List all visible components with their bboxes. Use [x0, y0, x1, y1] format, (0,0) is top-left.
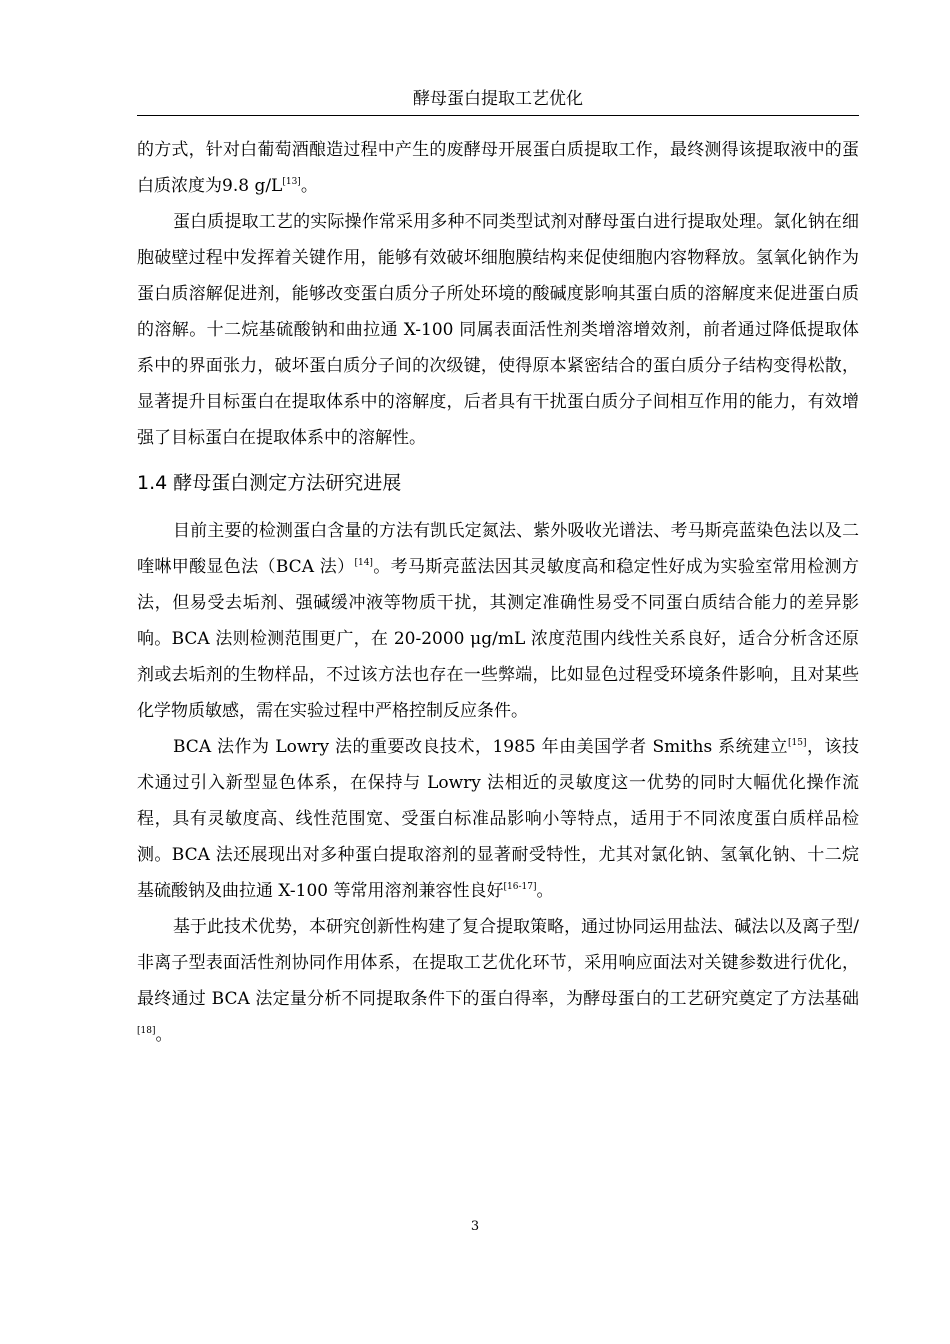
paragraph-4-text: BCA 法作为 Lowry 法的重要改良技术，1985 年由美国学者 Smiths 系统建立: [173, 737, 789, 757]
paragraph-5: [137, 909, 859, 1053]
citation-14: [14]: [354, 558, 373, 568]
citation-15: [15]: [788, 738, 807, 748]
paragraph-5-text: 基于此技术优势，本研究创新性构建了复合提取策略，通过协同运用盐法、碱法以及离子型/非离子型表面活性剂协同作用体系，在提取工艺优化环节，采用响应面法对关键参数进行优化，最终通过 BCA 法定量分析不同提取条件下的蛋白得率，为酵母蛋白的工艺研究奠定了方法基础: [137, 917, 859, 1009]
citation-16-17: [16-17]: [503, 882, 537, 892]
paragraph-1-text: 的方式，针对白葡萄酒酿造过程中产生的废酵母开展蛋白质提取工作，最终测得该提取液中的蛋白质浓度为9.8 g/L: [137, 140, 859, 196]
paragraph-5-tail: 。: [155, 1025, 173, 1045]
header-rule: [137, 115, 859, 116]
running-header: 酵母蛋白提取工艺优化: [413, 89, 583, 109]
paragraph-4: [137, 729, 859, 909]
paragraph-2: 蛋白质提取工艺的实际操作常采用多种不同类型试剂对酵母蛋白进行提取处理。氯化钠在细胞破壁过程中发挥着关键作用，能够有效破坏细胞膜结构来促使细胞内容物释放。氢氧化钠作为蛋白质溶解促进剂，能够改变蛋白质分子所处环境的酸碱度影响其蛋白质的溶解度来促进蛋白质的溶解。十二烷基硫酸钠和曲拉通 X-100 同属表面活性剂类增溶增效剂，前者通过降低提取体系中的界面张力，破坏蛋白质分子间的次级键，使得原本紧密结合的蛋白质分子结构变得松散，显著提升目标蛋白在提取体系中的溶解度，后者具有干扰蛋白质分子间相互作用的能力，有效增强了目标蛋白在提取体系中的溶解性。: [137, 212, 859, 448]
paragraph-1-tail: 。: [300, 176, 318, 196]
paragraph-3-text: 目前主要的检测蛋白含量的方法有凯氏定氮法、紫外吸收光谱法、考马斯亮蓝染色法以及二喹啉甲酸显色法（BCA 法）: [137, 521, 859, 577]
paragraph-1: [137, 132, 859, 204]
citation-18: [18]: [137, 1026, 156, 1036]
paragraph-3: [137, 513, 859, 729]
section-heading: 1.4 酵母蛋白测定方法研究进展: [137, 472, 402, 494]
paragraph-4-end: 。: [536, 881, 554, 901]
body-text: [137, 132, 859, 1053]
paragraph-4-tail: ，该技术通过引入新型显色体系，在保持与 Lowry 法相近的灵敏度这一优势的同时大幅优化操作流程，具有灵敏度高、线性范围宽、受蛋白标准品影响小等特点，适用于不同浓度蛋白质样品检测。BCA 法还展现出对多种蛋白提取溶剂的显著耐受特性，尤其对氯化钠、氢氧化钠、十二烷基硫酸钠及曲拉通 X-100 等常用溶剂兼容性良好: [137, 737, 860, 901]
paragraph-3-tail: 。考马斯亮蓝法因其灵敏度高和稳定性好成为实验室常用检测方法，但易受去垢剂、强碱缓冲液等物质干扰，其测定准确性易受不同蛋白质结合能力的差异影响。BCA 法则检测范围更广，在 20-2000 μg/mL 浓度范围内线性关系良好，适合分析含还原剂或去垢剂的生物样品，不过该方法也存在一些弊端，比如显色过程受环境条件影响，且对某些化学物质敏感，需在实验过程中严格控制反应条件。: [137, 557, 859, 721]
page-number: 3: [470, 1219, 480, 1234]
citation-13: [13]: [282, 177, 301, 187]
